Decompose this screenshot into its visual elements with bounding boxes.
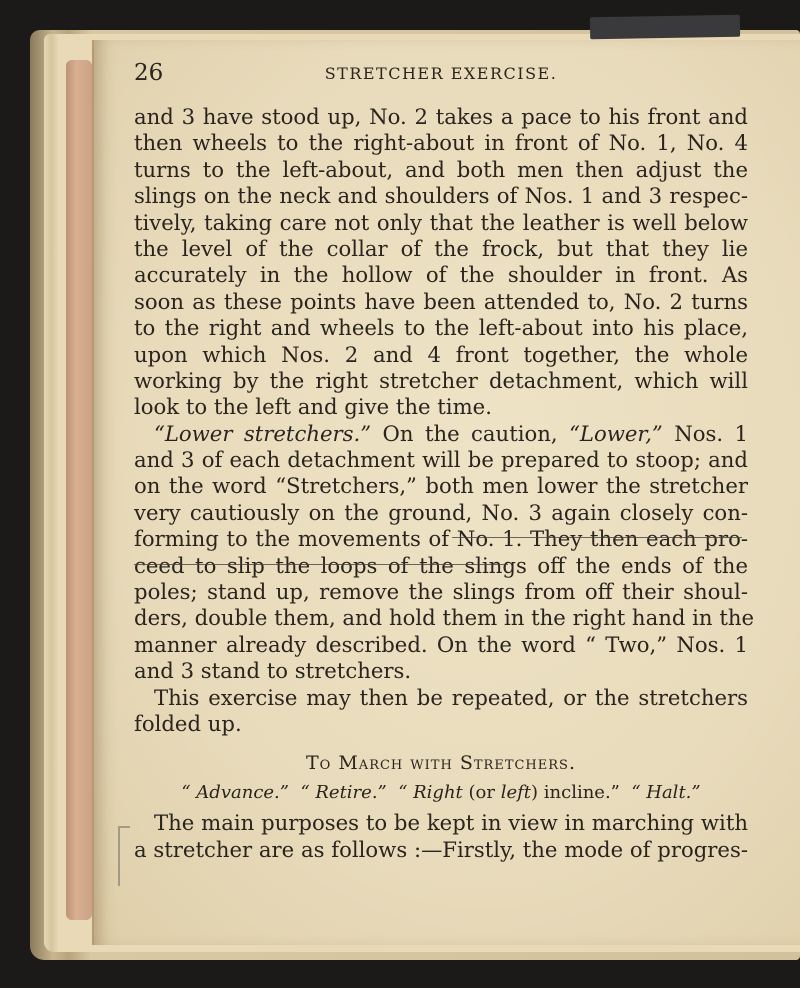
text-line: upon which Nos. 2 and 4 front together, the whole [134,341,748,367]
command-halt: “ Halt.” [631,782,701,804]
command-list [134,780,748,810]
text-line: very cautiously on the ground, No. 3 again closely con- [134,499,748,525]
text-line: accurately in the hollow of the shoulder in front. As [134,262,748,288]
page-header [134,60,748,94]
command-advance: “ Advance.” [181,782,289,804]
text-line: This exercise may then be repeated, or the stretchers [154,684,748,710]
text-line: on the word “Stretchers,” both men lower the stretcher [134,473,748,499]
text-line: a stretcher are as follows :—Firstly, the mode of progres- [134,836,748,862]
body-text [134,104,755,863]
text-line: then wheels to the right-about in front of No. 1, No. 4 [134,130,748,156]
pencil-bracket-mark [118,826,130,886]
text-line: folded up. [134,710,242,736]
paragraph-lower-stretchers-first-line: “Lower stretchers.” On the caution, “Lower,” Nos. 1 [154,420,748,446]
text-line: and 3 stand to stretchers. [134,658,412,684]
text-line: The main purposes to be kept in view in marching with [154,810,748,836]
command-lower-stretchers: “Lower stretchers.” [154,420,372,446]
text-line: slings on the neck and shoulders of Nos. 1 and 3 respec- [134,183,748,209]
running-head: STRETCHER EXERCISE. [324,64,558,83]
text-line: ders, double them, and hold them in the right hand in the [134,605,755,631]
command-lower: “Lower,” [569,420,663,446]
spine-stain [66,60,92,920]
text-line: tively, taking care not only that the leather is well below [134,209,748,235]
text-line: poles; stand up, remove the slings from off their shoul- [134,579,748,605]
command-retire: “ Retire.” [300,782,387,804]
text-line: to the right and wheels to the left-about into his place, [134,315,748,341]
text-line: and 3 of each detachment will be prepared to stoop; and [134,447,748,473]
text-line: ceed to slip the loops of the slings off the ends of the [134,552,748,578]
pencil-underline [452,537,742,538]
text-line: and 3 have stood up, No. 2 takes a pace to his front and [134,104,748,129]
text-line: manner already described. On the word “ Two,” Nos. 1 [134,631,748,657]
section-heading: To March with Stretchers. [305,752,576,775]
command-incline: “ Right (or left) incline.” [398,782,620,804]
text-line: forming to the movements of No. 1. They then each pro- [134,526,748,552]
text-line: working by the right stretcher detachment, which will [134,367,748,393]
pencil-underline [134,564,508,565]
text-line: turns to the left-about, and both men then adjust the [134,156,748,182]
text-line: look to the left and give the time. [134,394,492,420]
bookmark-tab [590,15,740,40]
text-line: the level of the collar of the frock, but that they lie [134,235,748,261]
page-number: 26 [134,60,164,86]
text-line: soon as these points have been attended to, No. 2 turns [134,288,748,314]
